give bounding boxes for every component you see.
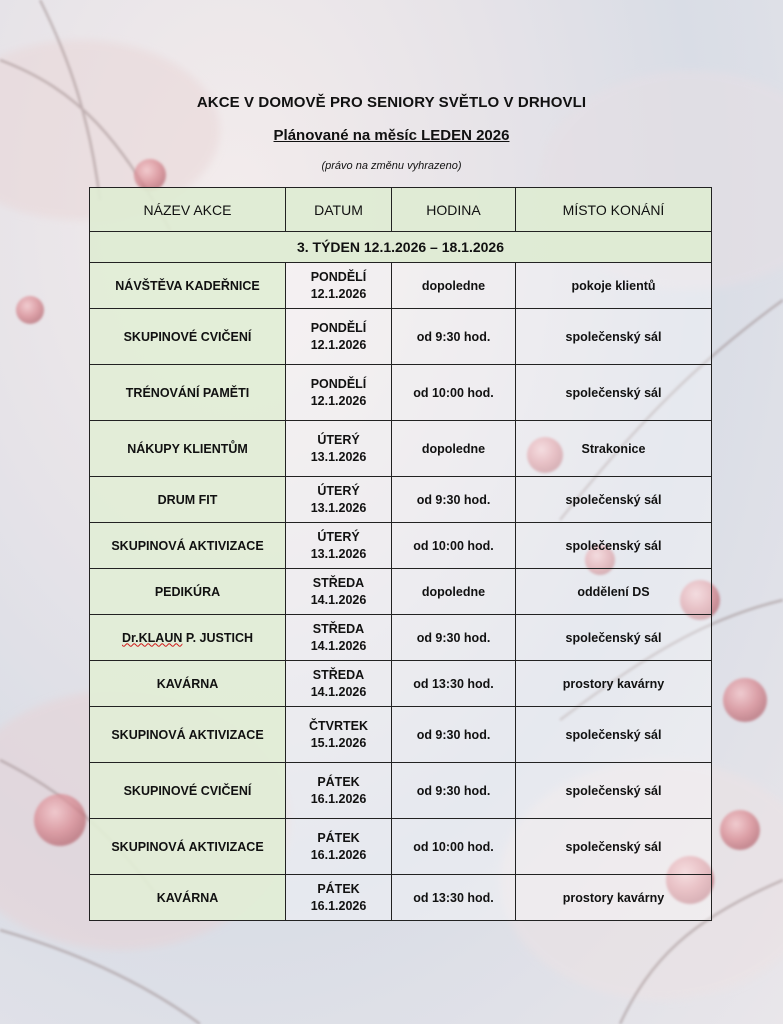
- event-name-part: Dr.KLAUN: [121, 630, 183, 645]
- event-date-value: 16.1.2026: [310, 791, 367, 806]
- table-row: [90, 661, 712, 707]
- event-day: PÁTEK: [317, 830, 360, 845]
- event-date-value: 14.1.2026: [310, 684, 367, 699]
- event-time: od 9:30 hod.: [392, 477, 516, 523]
- event-place: pokoje klientů: [516, 263, 712, 309]
- event-name: NÁKUPY KLIENTŮM: [90, 421, 286, 477]
- event-time: od 10:00 hod.: [392, 365, 516, 421]
- event-day: ÚTERÝ: [317, 483, 360, 498]
- table-row: [90, 263, 712, 309]
- table-row: [90, 365, 712, 421]
- event-date-value: 12.1.2026: [310, 393, 367, 408]
- event-place: společenský sál: [516, 707, 712, 763]
- event-name: SKUPINOVÁ AKTIVIZACE: [90, 707, 286, 763]
- event-place: Strakonice: [516, 421, 712, 477]
- event-name: [90, 615, 286, 661]
- event-time: dopoledne: [392, 263, 516, 309]
- event-date-value: 16.1.2026: [310, 898, 367, 913]
- event-time: od 13:30 hod.: [392, 661, 516, 707]
- event-date: [286, 707, 392, 763]
- event-date: [286, 523, 392, 569]
- column-header-name: NÁZEV AKCE: [90, 188, 286, 232]
- event-name: SKUPINOVÁ AKTIVIZACE: [90, 523, 286, 569]
- event-name: PEDIKÚRA: [90, 569, 286, 615]
- event-date: [286, 661, 392, 707]
- events-table: [89, 187, 712, 921]
- table-header-row: [90, 188, 712, 232]
- event-time: od 9:30 hod.: [392, 707, 516, 763]
- table-row: [90, 615, 712, 661]
- event-day: PONDĚLÍ: [310, 376, 367, 391]
- event-day: ÚTERÝ: [317, 529, 360, 544]
- event-place: prostory kavárny: [516, 875, 712, 921]
- event-day: STŘEDA: [312, 621, 365, 636]
- event-date: [286, 477, 392, 523]
- table-row: [90, 421, 712, 477]
- event-date: [286, 615, 392, 661]
- event-name: SKUPINOVÉ CVIČENÍ: [90, 763, 286, 819]
- event-day: PONDĚLÍ: [310, 320, 367, 335]
- event-time: dopoledne: [392, 569, 516, 615]
- event-date: [286, 365, 392, 421]
- event-time: od 10:00 hod.: [392, 523, 516, 569]
- event-date-value: 14.1.2026: [310, 592, 367, 607]
- event-time: od 9:30 hod.: [392, 615, 516, 661]
- event-time: od 9:30 hod.: [392, 763, 516, 819]
- event-time: od 10:00 hod.: [392, 819, 516, 875]
- event-date-value: 14.1.2026: [310, 638, 367, 653]
- page-title: AKCE V DOMOVĚ PRO SENIORY SVĚTLO V DRHOVLI: [196, 94, 587, 111]
- event-date: [286, 263, 392, 309]
- event-date: [286, 309, 392, 365]
- event-place: společenský sál: [516, 615, 712, 661]
- event-date: [286, 421, 392, 477]
- event-day: STŘEDA: [312, 667, 365, 682]
- event-date-value: 16.1.2026: [310, 847, 367, 862]
- event-date: [286, 763, 392, 819]
- event-name: SKUPINOVÁ AKTIVIZACE: [90, 819, 286, 875]
- page-subtitle: Plánované na měsíc LEDEN 2026: [273, 127, 510, 144]
- event-place: společenský sál: [516, 763, 712, 819]
- event-date: [286, 569, 392, 615]
- event-date-value: 13.1.2026: [310, 500, 367, 515]
- table-row: [90, 477, 712, 523]
- table-row: [90, 707, 712, 763]
- event-day: ÚTERÝ: [317, 432, 360, 447]
- disclaimer-note: (právo na změnu vyhrazeno): [321, 160, 462, 172]
- event-date-value: 12.1.2026: [310, 286, 367, 301]
- event-date-value: 13.1.2026: [310, 449, 367, 464]
- event-place: oddělení DS: [516, 569, 712, 615]
- table-row: [90, 523, 712, 569]
- column-header-time: HODINA: [392, 188, 516, 232]
- table-row: [90, 309, 712, 365]
- week-row: [90, 232, 712, 263]
- event-date-value: 13.1.2026: [310, 546, 367, 561]
- event-name: KAVÁRNA: [90, 875, 286, 921]
- event-day: STŘEDA: [312, 575, 365, 590]
- event-place: společenský sál: [516, 309, 712, 365]
- table-row: [90, 763, 712, 819]
- column-header-date: DATUM: [286, 188, 392, 232]
- event-place: společenský sál: [516, 365, 712, 421]
- event-date: [286, 875, 392, 921]
- event-place: prostory kavárny: [516, 661, 712, 707]
- event-date-value: 15.1.2026: [310, 735, 367, 750]
- event-time: dopoledne: [392, 421, 516, 477]
- event-place: společenský sál: [516, 819, 712, 875]
- event-time: od 13:30 hod.: [392, 875, 516, 921]
- event-place: společenský sál: [516, 477, 712, 523]
- event-day: PÁTEK: [317, 774, 360, 789]
- event-day: ČTVRTEK: [308, 718, 369, 733]
- event-name: KAVÁRNA: [90, 661, 286, 707]
- table-row: [90, 875, 712, 921]
- event-name: TRÉNOVÁNÍ PAMĚTI: [90, 365, 286, 421]
- event-name: SKUPINOVÉ CVIČENÍ: [90, 309, 286, 365]
- event-date: [286, 819, 392, 875]
- event-date-value: 12.1.2026: [310, 337, 367, 352]
- event-day: PONDĚLÍ: [310, 269, 367, 284]
- event-name-rest: P. JUSTICH: [182, 630, 254, 645]
- column-header-place: MÍSTO KONÁNÍ: [516, 188, 712, 232]
- week-label: 3. TÝDEN 12.1.2026 – 18.1.2026: [90, 232, 712, 263]
- table-row: [90, 569, 712, 615]
- event-name: NÁVŠTĚVA KADEŘNICE: [90, 263, 286, 309]
- event-day: PÁTEK: [317, 881, 360, 896]
- table-row: [90, 819, 712, 875]
- event-place: společenský sál: [516, 523, 712, 569]
- event-name: DRUM FIT: [90, 477, 286, 523]
- event-time: od 9:30 hod.: [392, 309, 516, 365]
